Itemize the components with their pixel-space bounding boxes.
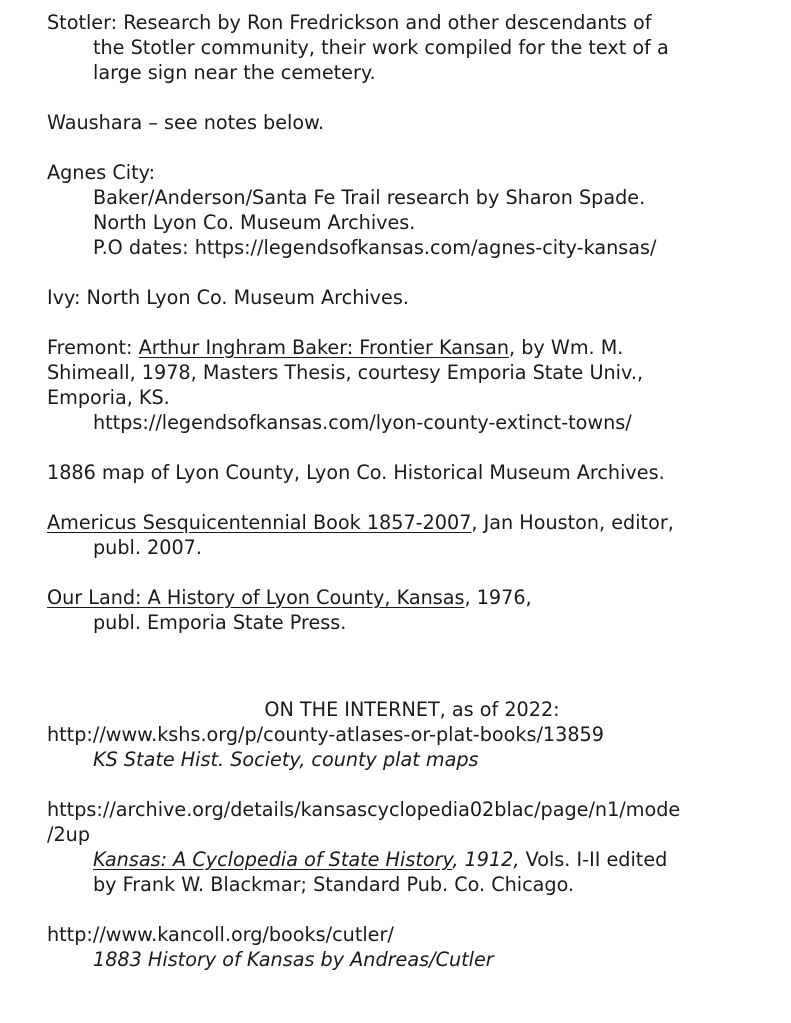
fremont-entry (47, 335, 777, 435)
fremont-line-2: Shimeall, 1978, Masters Thesis, courtesy Emporia State Univ., (47, 361, 644, 384)
cyclopedia-line-2: by Frank W. Blackmar; Standard Pub. Co. Chicago. (93, 873, 575, 896)
archive-url-line-2: /2up (47, 823, 91, 846)
cyclopedia-rest: Vols. I-II edited (519, 848, 668, 871)
kancoll-url: http://www.kancoll.org/books/cutler/ (47, 923, 394, 946)
map-1886-entry (47, 460, 777, 485)
our-land-line-2: publ. Emporia State Press. (93, 611, 347, 634)
kancoll-description: 1883 History of Kansas by Andreas/Cutler (93, 948, 494, 971)
agnes-city-line-1: Baker/Anderson/Santa Fe Trail research by Sharon Spade. (93, 186, 646, 209)
americus-book-title: Americus Sesquicentennial Book 1857-2007 (47, 511, 472, 534)
cyclopedia-title: Kansas: A Cyclopedia of State History (93, 848, 453, 871)
internet-section (47, 697, 777, 972)
kshs-description: KS State Hist. Society, county plat maps (93, 748, 479, 771)
our-land-line-1 (47, 585, 777, 610)
waushara-entry (47, 110, 777, 135)
fremont-line-3: Emporia, KS. (47, 386, 170, 409)
stotler-line-2: the Stotler community, their work compiled for the text of a (93, 36, 669, 59)
stotler-line-3: large sign near the cemetery. (93, 61, 376, 84)
cyclopedia-year: , 1912, (452, 848, 520, 871)
fremont-url: https://legendsofkansas.com/lyon-county-extinct-towns/ (93, 411, 632, 434)
ivy-entry (47, 285, 777, 310)
ivy-line: Ivy: North Lyon Co. Museum Archives. (47, 286, 409, 309)
document-page (47, 10, 777, 972)
agnes-city-line-3: P.O dates: https://legendsofkansas.com/agnes-city-kansas/ (93, 236, 657, 259)
americus-line-1 (47, 510, 777, 535)
kshs-url: http://www.kshs.org/p/county-atlases-or-plat-books/13859 (47, 723, 604, 746)
stotler-line-1: Stotler: Research by Ron Fredrickson and other descendants of (47, 11, 652, 34)
our-land-book-title: Our Land: A History of Lyon County, Kansas (47, 586, 465, 609)
our-land-entry (47, 585, 777, 635)
fremont-book-title: Arthur Inghram Baker: Frontier Kansan (138, 336, 510, 359)
fremont-suffix: , by Wm. M. (509, 336, 624, 359)
fremont-line-1 (47, 335, 777, 360)
cyclopedia-line-1 (47, 847, 777, 872)
fremont-prefix: Fremont: (47, 336, 139, 359)
stotler-entry (47, 10, 777, 85)
americus-line-2: publ. 2007. (93, 536, 202, 559)
americus-entry (47, 510, 777, 560)
agnes-city-heading: Agnes City: (47, 161, 156, 184)
americus-suffix: , Jan Houston, editor, (471, 511, 674, 534)
our-land-suffix: , 1976, (464, 586, 532, 609)
archive-url-line-1: https://archive.org/details/kansascyclopedia02blac/page/n1/mode (47, 798, 681, 821)
internet-heading: ON THE INTERNET, as of 2022: (264, 698, 560, 721)
agnes-city-entry (47, 160, 777, 260)
agnes-city-line-2: North Lyon Co. Museum Archives. (93, 211, 416, 234)
map-1886-line: 1886 map of Lyon County, Lyon Co. Historical Museum Archives. (47, 461, 665, 484)
waushara-line: Waushara – see notes below. (47, 111, 325, 134)
